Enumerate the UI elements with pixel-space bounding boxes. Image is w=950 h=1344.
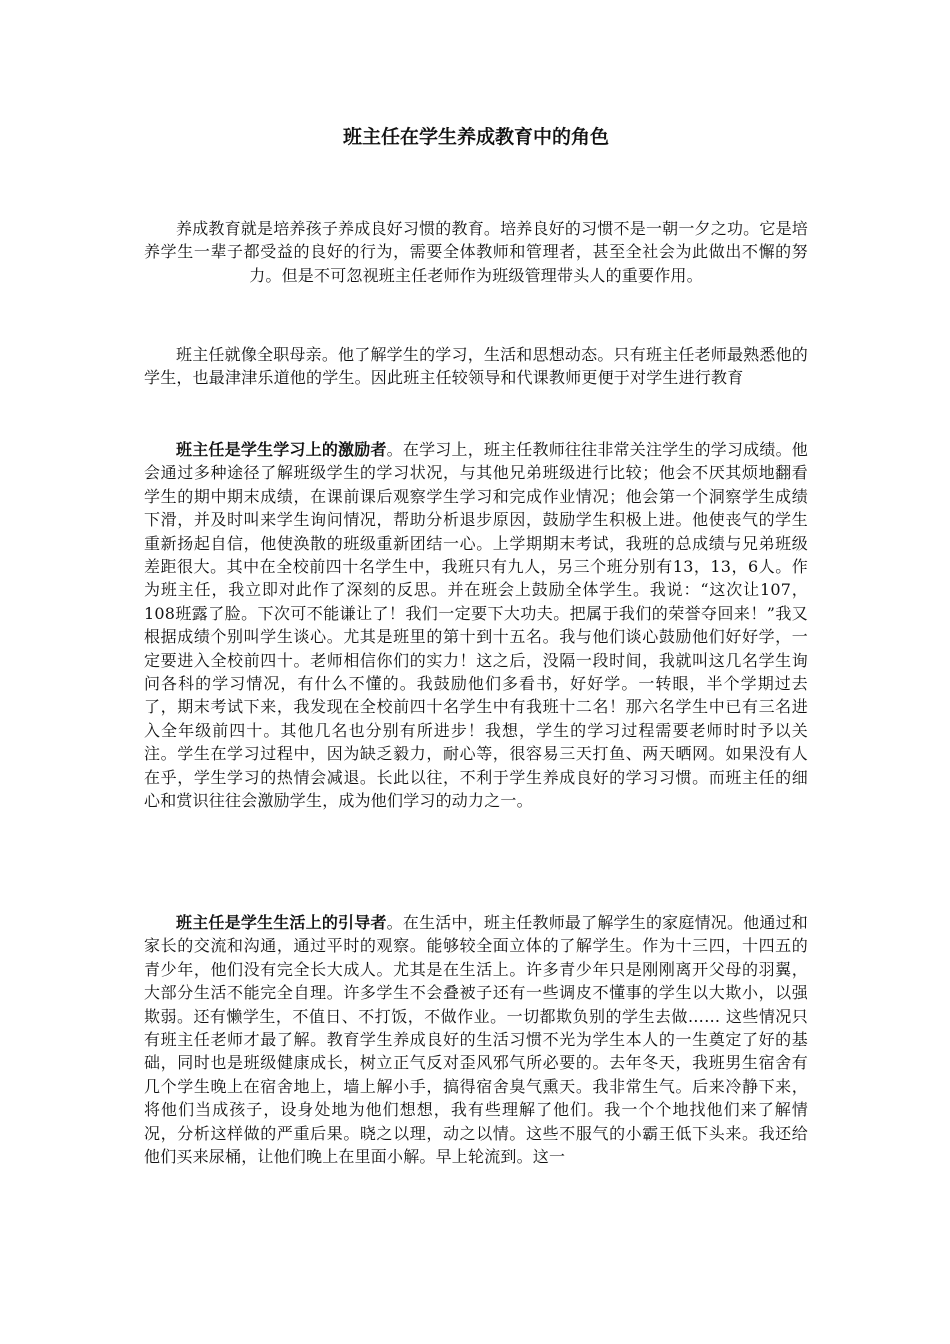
- paragraph-life-guide: [144, 911, 808, 1168]
- section-heading-study: 班主任是学生学习上的激励者: [176, 440, 387, 459]
- paragraph-intro-text: 养成教育就是培养孩子养成良好习惯的教育。培养良好的习惯不是一朝一夕之功。它是培养学生一辈子都受益的良好的行为，需要全体教师和管理者，甚至全社会为此做出不懈的努力。但是不可忽视班主任老师作为班级管理带头人的重要作用。: [144, 219, 808, 285]
- paragraph-homeroom-role-text: 班主任就像全职母亲。他了解学生的学习，生活和思想动态。只有班主任老师最熟悉他的学生，也最津津乐道他的学生。因此班主任较领导和代课教师更便于对学生进行教育: [144, 345, 808, 388]
- document-title: 班主任在学生养成教育中的角色: [342, 126, 609, 148]
- section-heading-life: 班主任是学生生活上的引导者: [176, 913, 387, 932]
- paragraph-intro: [144, 217, 808, 287]
- paragraph-homeroom-role: [144, 343, 808, 390]
- paragraph-life-text: 。在生活中，班主任教师最了解学生的家庭情况。他通过和家长的交流和沟通，通过平时的观察。能够较全面立体的了解学生。作为十三四，十四五的青少年，他们没有完全长大成人。尤其是在生活上。许多青少年只是刚刚离开父母的羽翼，大部分生活不能完全自理。许多学生不会叠被子还有一些调皮不懂事的学生以大欺小，以强欺弱。还有懒学生，不值日、不打饭，不做作业。一切都欺负别的学生去做…… 这些情况只有班主任老师才最了解。教育学生养成良好的生活习惯不光为学生本人的一生奠定了好的基础，同时也是班级健康成长，树立正气反对歪风邪气所必要的。去年冬天，我班男生宿舍有几个学生晚上在宿舍地上，墙上解小手，搞得宿舍臭气熏天。我非常生气。后来冷静下来，将他们当成孩子，设身处地为他们想想，我有些理解了他们。我一个个地找他们来了解情况，分析这样做的严重后果。晓之以理，动之以情。这些不服气的小霸王低下头来。我还给他们买来尿桶，让他们晚上在里面小解。早上轮流到。这一: [144, 913, 808, 1167]
- paragraph-study-text: 。在学习上，班主任教师往往非常关注学生的学习成绩。他会通过多种途径了解班级学生的学习状况，与其他兄弟班级进行比较；他会不厌其烦地翻看学生的期中期末成绩，在课前课后观察学生学习和完成作业情况；他会第一个洞察学生成绩下滑，并及时叫来学生询问情况，帮助分析退步原因，鼓励学生积极上进。他使丧气的学生重新扬起自信，他使涣散的班级重新团结一心。上学期期末考试，我班的总成绩与兄弟班级差距很大。其中在全校前四十名学生中，我班只有九人，另三个班分别有13，13，6人。作为班主任，我立即对此作了深刻的反思。并在班会上鼓励全体学生。我说：“这次让107，108班露了脸。下次可不能谦让了！我们一定要下大功夫。把属于我们的荣誉夺回来！”我又根据成绩个别叫学生谈心。尤其是班里的第十到十五名。我与他们谈心鼓励他们好好学，一定要进入全校前四十。老师相信你们的实力！这之后，没隔一段时间，我就叫这几名学生询问各科的学习情况，有什么不懂的。我鼓励他们多看书，好好学。一转眼，半个学期过去了，期末考试下来，我发现在全校前四十名学生中有我班十二名！那六名学生中已有三名进入全年级前四十。其他几名也分别有所进步！我想，学生的学习过程需要老师时时予以关注。学生在学习过程中，因为缺乏毅力，耐心等，很容易三天打鱼、两天晒网。如果没有人在乎，学生学习的热情会减退。长此以往，不利于学生养成良好的学习习惯。而班主任的细心和赏识往往会激励学生，成为他们学习的动力之一。: [144, 440, 808, 811]
- paragraph-study-motivator: [144, 438, 808, 813]
